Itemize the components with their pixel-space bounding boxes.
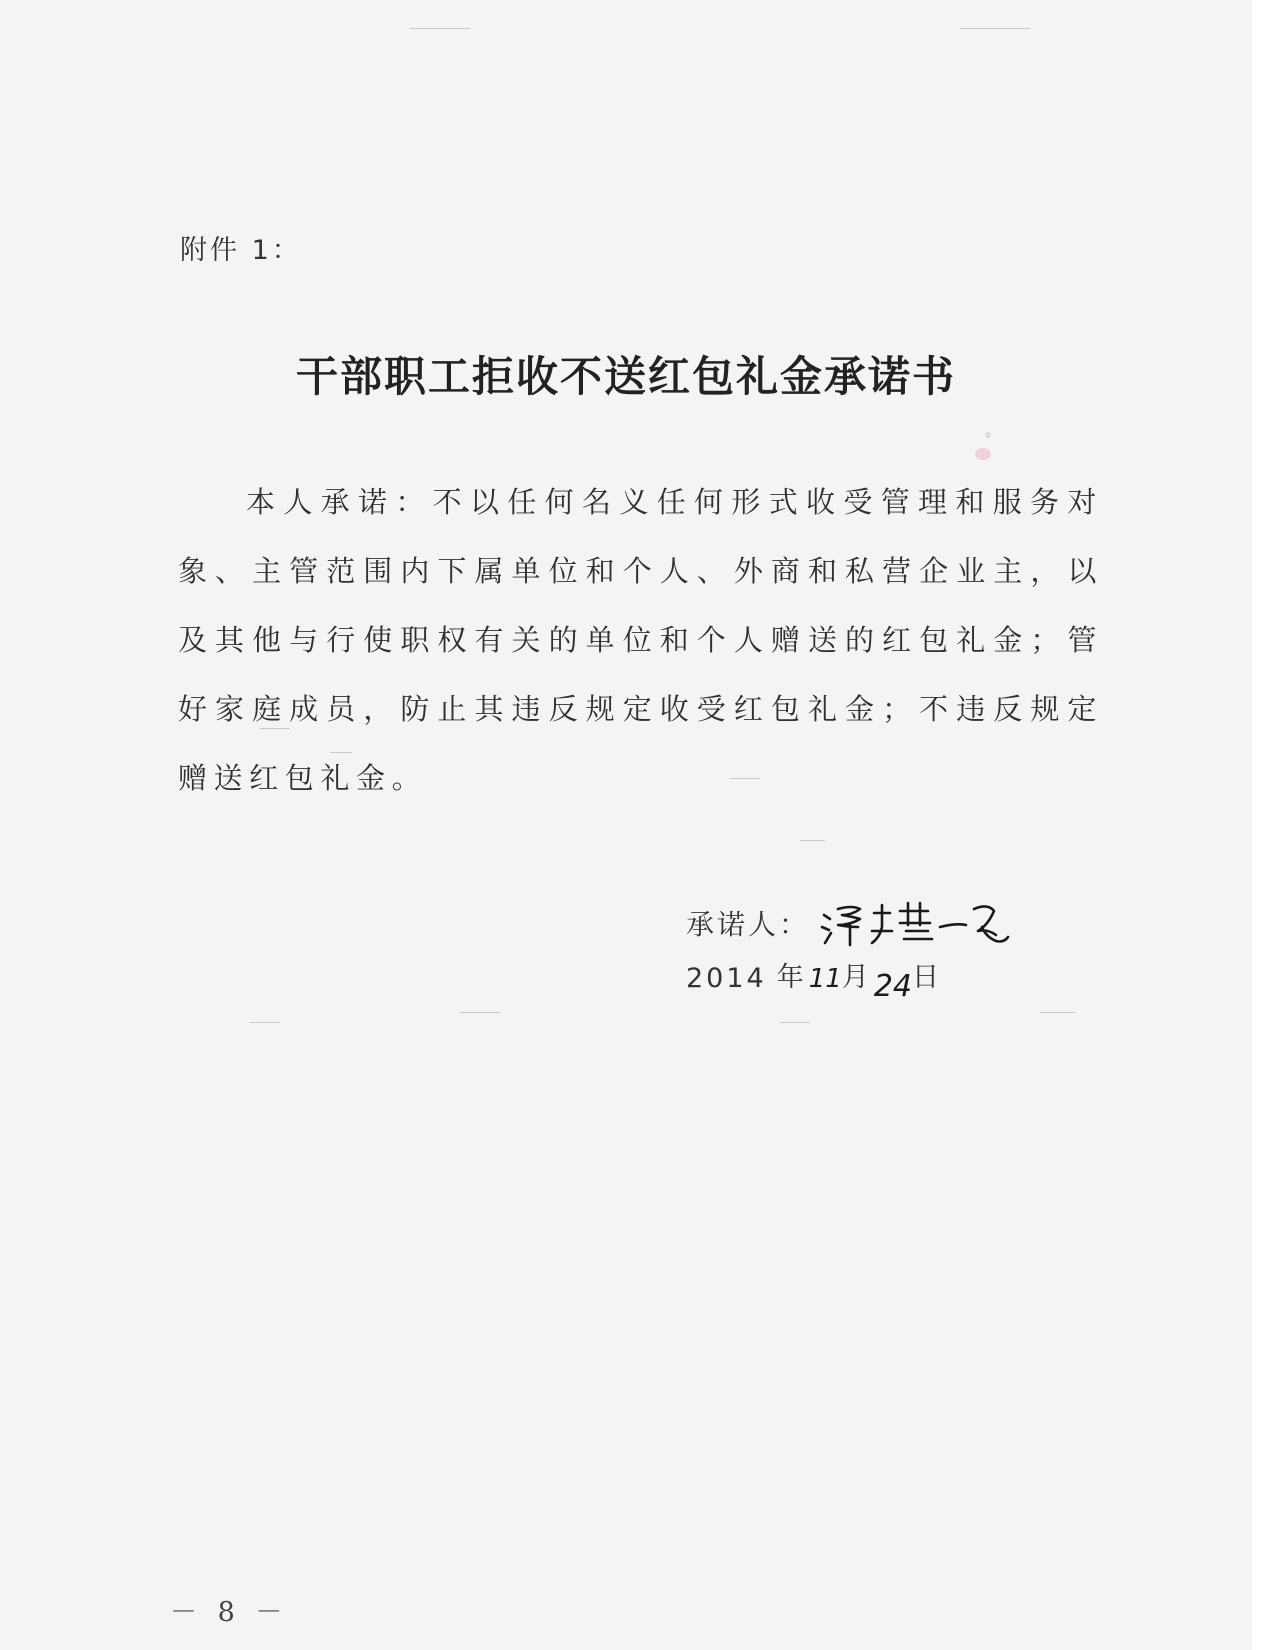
date-line [686,955,942,1004]
date-month-handwritten: 11 [808,964,842,994]
document-title: 干部职工拒收不送红包礼金承诺书 [295,352,956,401]
ink-stain [975,448,991,460]
signer-label: 承诺人： [686,908,811,941]
page-number: － 8 － [170,1597,289,1628]
ink-stain [985,432,991,438]
date-day-handwritten: 24 [873,969,912,1004]
scan-artifact [780,1022,810,1023]
signer-line [686,897,1016,949]
scan-artifact [960,28,1030,29]
pledge-body: 本人承诺：不以任何名义任何形式收受管理和服务对象、主管范围内下属单位和个人、外商和私营企业主，以及其他与行使职权有关的单位和个人赠送的红包礼金；管好家庭成员，防止其违反规定收受红包礼金；不违反规定赠送红包礼金。 [178,485,1103,795]
date-month-unit: 月 [841,962,872,993]
date-year: 2014 [686,963,767,994]
attachment-label: 附件 1： [180,235,302,266]
scan-artifact [800,840,825,841]
scan-artifact [460,1012,500,1013]
date-day-unit: 日 [912,962,942,993]
date-year-unit: 年 [776,962,807,993]
scan-artifact [1040,1012,1075,1013]
handwritten-signature [816,897,1016,949]
scan-artifact [410,28,470,29]
scan-artifact [250,1022,280,1023]
